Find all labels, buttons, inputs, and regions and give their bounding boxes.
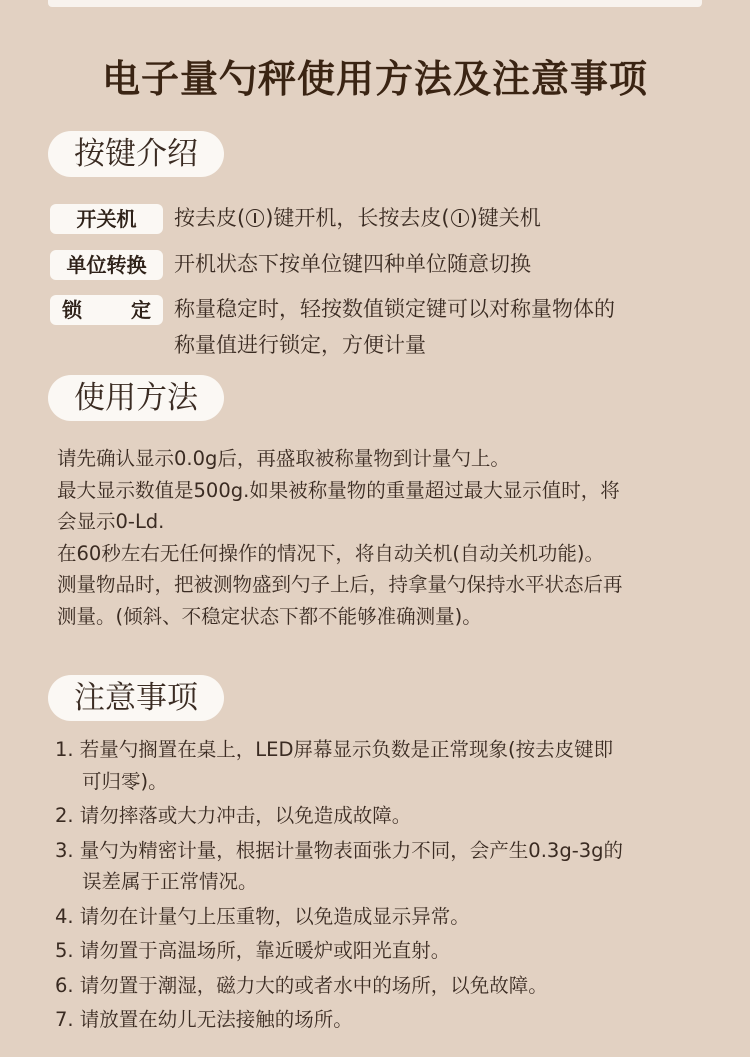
usage-line: 测量物品时，把被测物盛到勺子上后，持拿量勺保持水平状态后再 [57, 573, 623, 596]
list-item [55, 970, 720, 1002]
list-item [55, 734, 720, 797]
usage-line: 在60秒左右无任何操作的情况下，将自动关机(自动关机功能)。 [57, 541, 605, 565]
top-strip [48, 0, 702, 7]
note-line: 3. 量勺为精密计量，根据计量物表面张力不同，会产生0.3g-3g的 [55, 838, 624, 862]
key-label-lock-char2: 定 [131, 298, 151, 322]
key-desc-lock [174, 291, 714, 363]
power-icon [451, 209, 469, 227]
section-heading-usage: 使用方法 [48, 375, 224, 421]
list-item [55, 935, 720, 967]
note-line: 6. 请勿置于潮湿，磁力大的或者水中的场所，以免故障。 [55, 973, 548, 997]
key-label-lock-char1: 锁 [62, 298, 82, 322]
usage-line: 最大显示数值是500g.如果被称量物的重量超过最大显示值时，将 [57, 478, 620, 502]
key-desc-lock-line2: 称量值进行锁定，方便计量 [174, 333, 426, 357]
key-desc-power-part1: 按去皮( [174, 206, 246, 230]
usage-line: 请先确认显示0.0g后，再盛取被称量物到计量勺上。 [57, 447, 510, 470]
list-item [55, 901, 720, 933]
list-item [55, 835, 720, 898]
section-heading-keys: 按键介绍 [48, 131, 224, 177]
page-title: 电子量勺秤使用方法及注意事项 [101, 57, 648, 101]
note-line: 1. 若量勺搁置在桌上，LED屏幕显示负数是正常现象(按去皮键即 [55, 738, 614, 761]
key-desc-lock-line1: 称量稳定时，轻按数值锁定键可以对称量物体的 [174, 297, 615, 321]
note-line: 4. 请勿在计量勺上压重物，以免造成显示异常。 [55, 904, 470, 928]
key-desc-power-part2: )键开机，长按去皮( [265, 206, 450, 230]
key-label-power: 开关机 [50, 204, 163, 234]
note-line-continued: 误差属于正常情况。 [82, 870, 258, 893]
key-desc-power [174, 200, 714, 236]
key-label-unit: 单位转换 [50, 250, 163, 280]
section-heading-notes: 注意事项 [48, 675, 224, 721]
power-icon [246, 209, 264, 227]
key-desc-unit: 开机状态下按单位键四种单位随意切换 [174, 252, 531, 276]
note-line: 7. 请放置在幼儿无法接触的场所。 [55, 1008, 353, 1031]
list-item [55, 800, 720, 832]
list-item [55, 1004, 720, 1036]
key-desc-power-part3: )键关机 [469, 206, 541, 230]
usage-line: 会显示0-Ld. [57, 510, 165, 533]
note-line-continued: 可归零)。 [82, 769, 168, 793]
key-label-lock [50, 295, 163, 325]
usage-line: 测量。(倾斜、不稳定状态下都不能够准确测量)。 [57, 604, 482, 628]
notes-list [55, 734, 720, 1039]
note-line: 2. 请勿摔落或大力冲击，以免造成故障。 [55, 804, 412, 827]
usage-paragraph [57, 443, 727, 632]
note-line: 5. 请勿置于高温场所，靠近暖炉或阳光直射。 [55, 939, 451, 962]
